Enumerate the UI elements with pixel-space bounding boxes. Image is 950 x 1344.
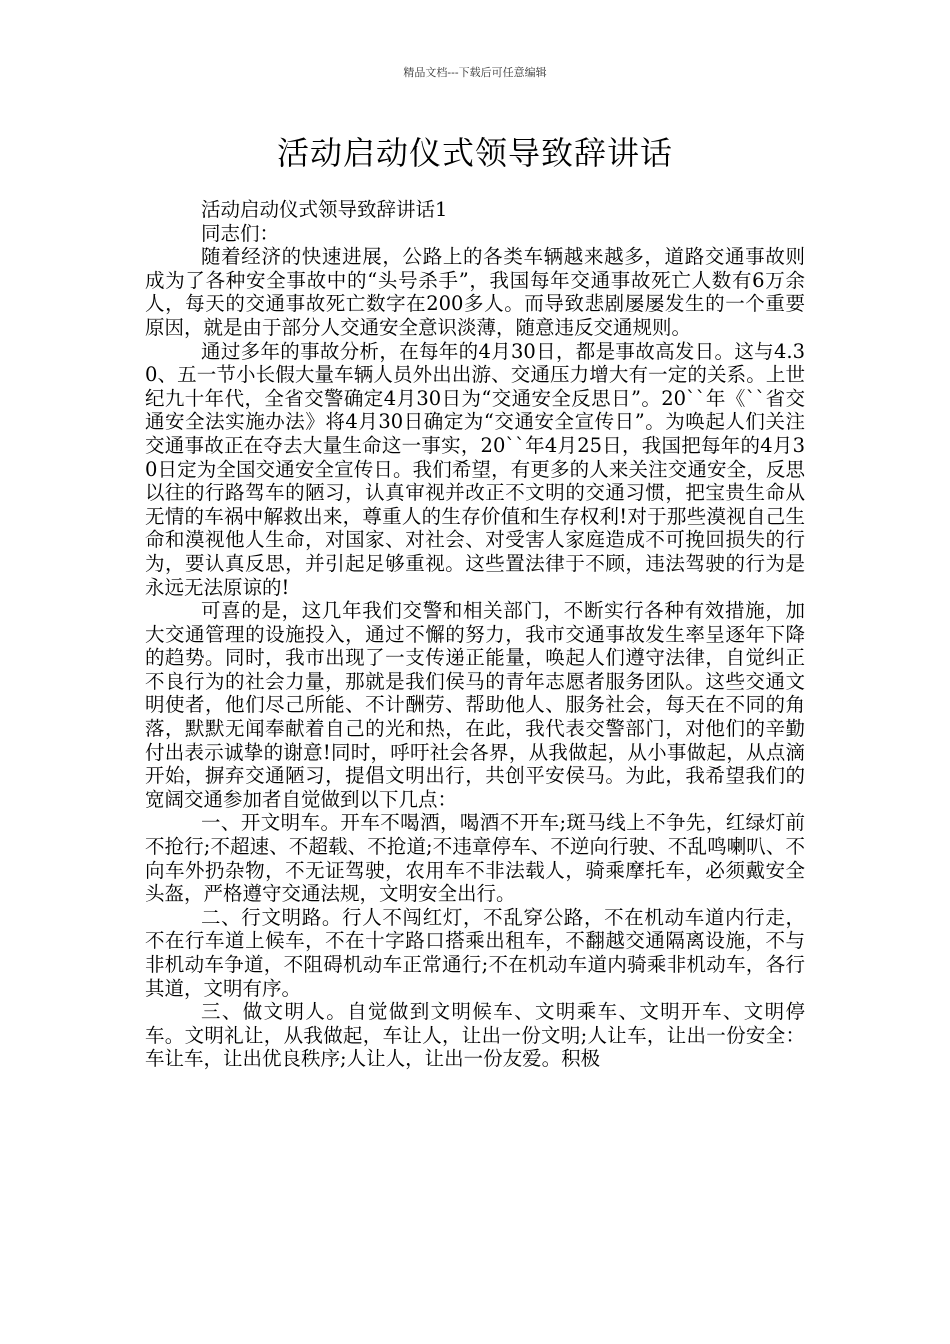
section-heading: 活动启动仪式领导致辞讲话1 [201, 198, 448, 221]
paragraph: 一、开文明车。开车不喝酒，喝酒不开车;斑马线上不争先，红绿灯前不抢行;不超速、不超载、不抢道;不违章停车、不逆向行驶、不乱鸣喇叭、不向车外扔杂物，不无证驾驶，农用车不非法载人，骑乘摩托车，必须戴安全头盔，严格遵守交通法规，文明安全出行。 [145, 811, 805, 906]
paragraph: 随着经济的快速进展，公路上的各类车辆越来越多，道路交通事故则成为了各种安全事故中的“头号杀手”，我国每年交通事故死亡人数有6万余人，每天的交通事故死亡数字在200多人。而导致悲剧屡屡发生的一个重要原因，就是由于部分人交通安全意识淡薄，随意违反交通规则。 [145, 245, 805, 339]
paragraph: 二、行文明路。行人不闯红灯，不乱穿公路，不在机动车道内行走，不在行车道上候车，不在十字路口搭乘出租车，不翻越交通隔离设施，不与非机动车争道，不阻碍机动车正常通行;不在机动车道内骑乘非机动车，各行其道，文明有序。 [145, 905, 805, 1000]
document-body [145, 198, 805, 1071]
paragraph: 通过多年的事故分析，在每年的4月30日，都是事故高发日。这与4.30、五一节小长假大量车辆人员外出出游、交通压力增大有一定的关系。上世纪九十年代，全省交警确定4月30日为“交通安全反思日”。20``年《``省交通安全法实施办法》将4月30日确定为“交通安全宣传日”。为唤起人们关注交通事故正在夺去大量生命这一事实，20``年4月25日，我国把每年的4月30日定为全国交通安全宣传日。我们希望，有更多的人来关注交通安全，反思以往的行路驾车的陋习，认真审视并改正不文明的交通习惯，把宝贵生命从无情的车祸中解救出来，尊重人的生存价值和生存权利!对于那些漠视自己生命和漠视他人生命，对国家、对社会、对受害人家庭造成不可挽回损失的行为，要认真反思，并引起足够重视。这些置法律于不顾，违法驾驶的行为是永远无法原谅的! [145, 339, 805, 599]
paragraph: 三、做文明人。自觉做到文明候车、文明乘车、文明开车、文明停车。文明礼让，从我做起，车让人，让出一份文明;人让车，让出一份安全：车让车，让出优良秩序;人让人，让出一份友爱。积极 [145, 1000, 805, 1071]
header-note: 精品文档---下载后可任意编辑 [403, 66, 547, 79]
greeting: 同志们： [201, 221, 280, 245]
document-title: 活动启动仪式领导致辞讲话 [276, 134, 673, 172]
paragraph: 可喜的是，这几年我们交警和相关部门，不断实行各种有效措施，加大交通管理的设施投入，通过不懈的努力，我市交通事故发生率呈逐年下降的趋势。同时，我市出现了一支传递正能量，唤起人们遵守法律，自觉纠正不良行为的社会力量，那就是我们侯马的青年志愿者服务团队。这些交通文明使者，他们尽己所能、不计酬劳、帮助他人、服务社会，每天在不同的角落，默默无闻奉献着自己的光和热，在此，我代表交警部门，对他们的辛勤付出表示诚挚的谢意!同时，呼吁社会各界，从我做起，从小事做起，从点滴开始，摒弃交通陋习，提倡文明出行，共创平安侯马。为此，我希望我们的宽阔交通参加者自觉做到以下几点： [145, 599, 805, 811]
